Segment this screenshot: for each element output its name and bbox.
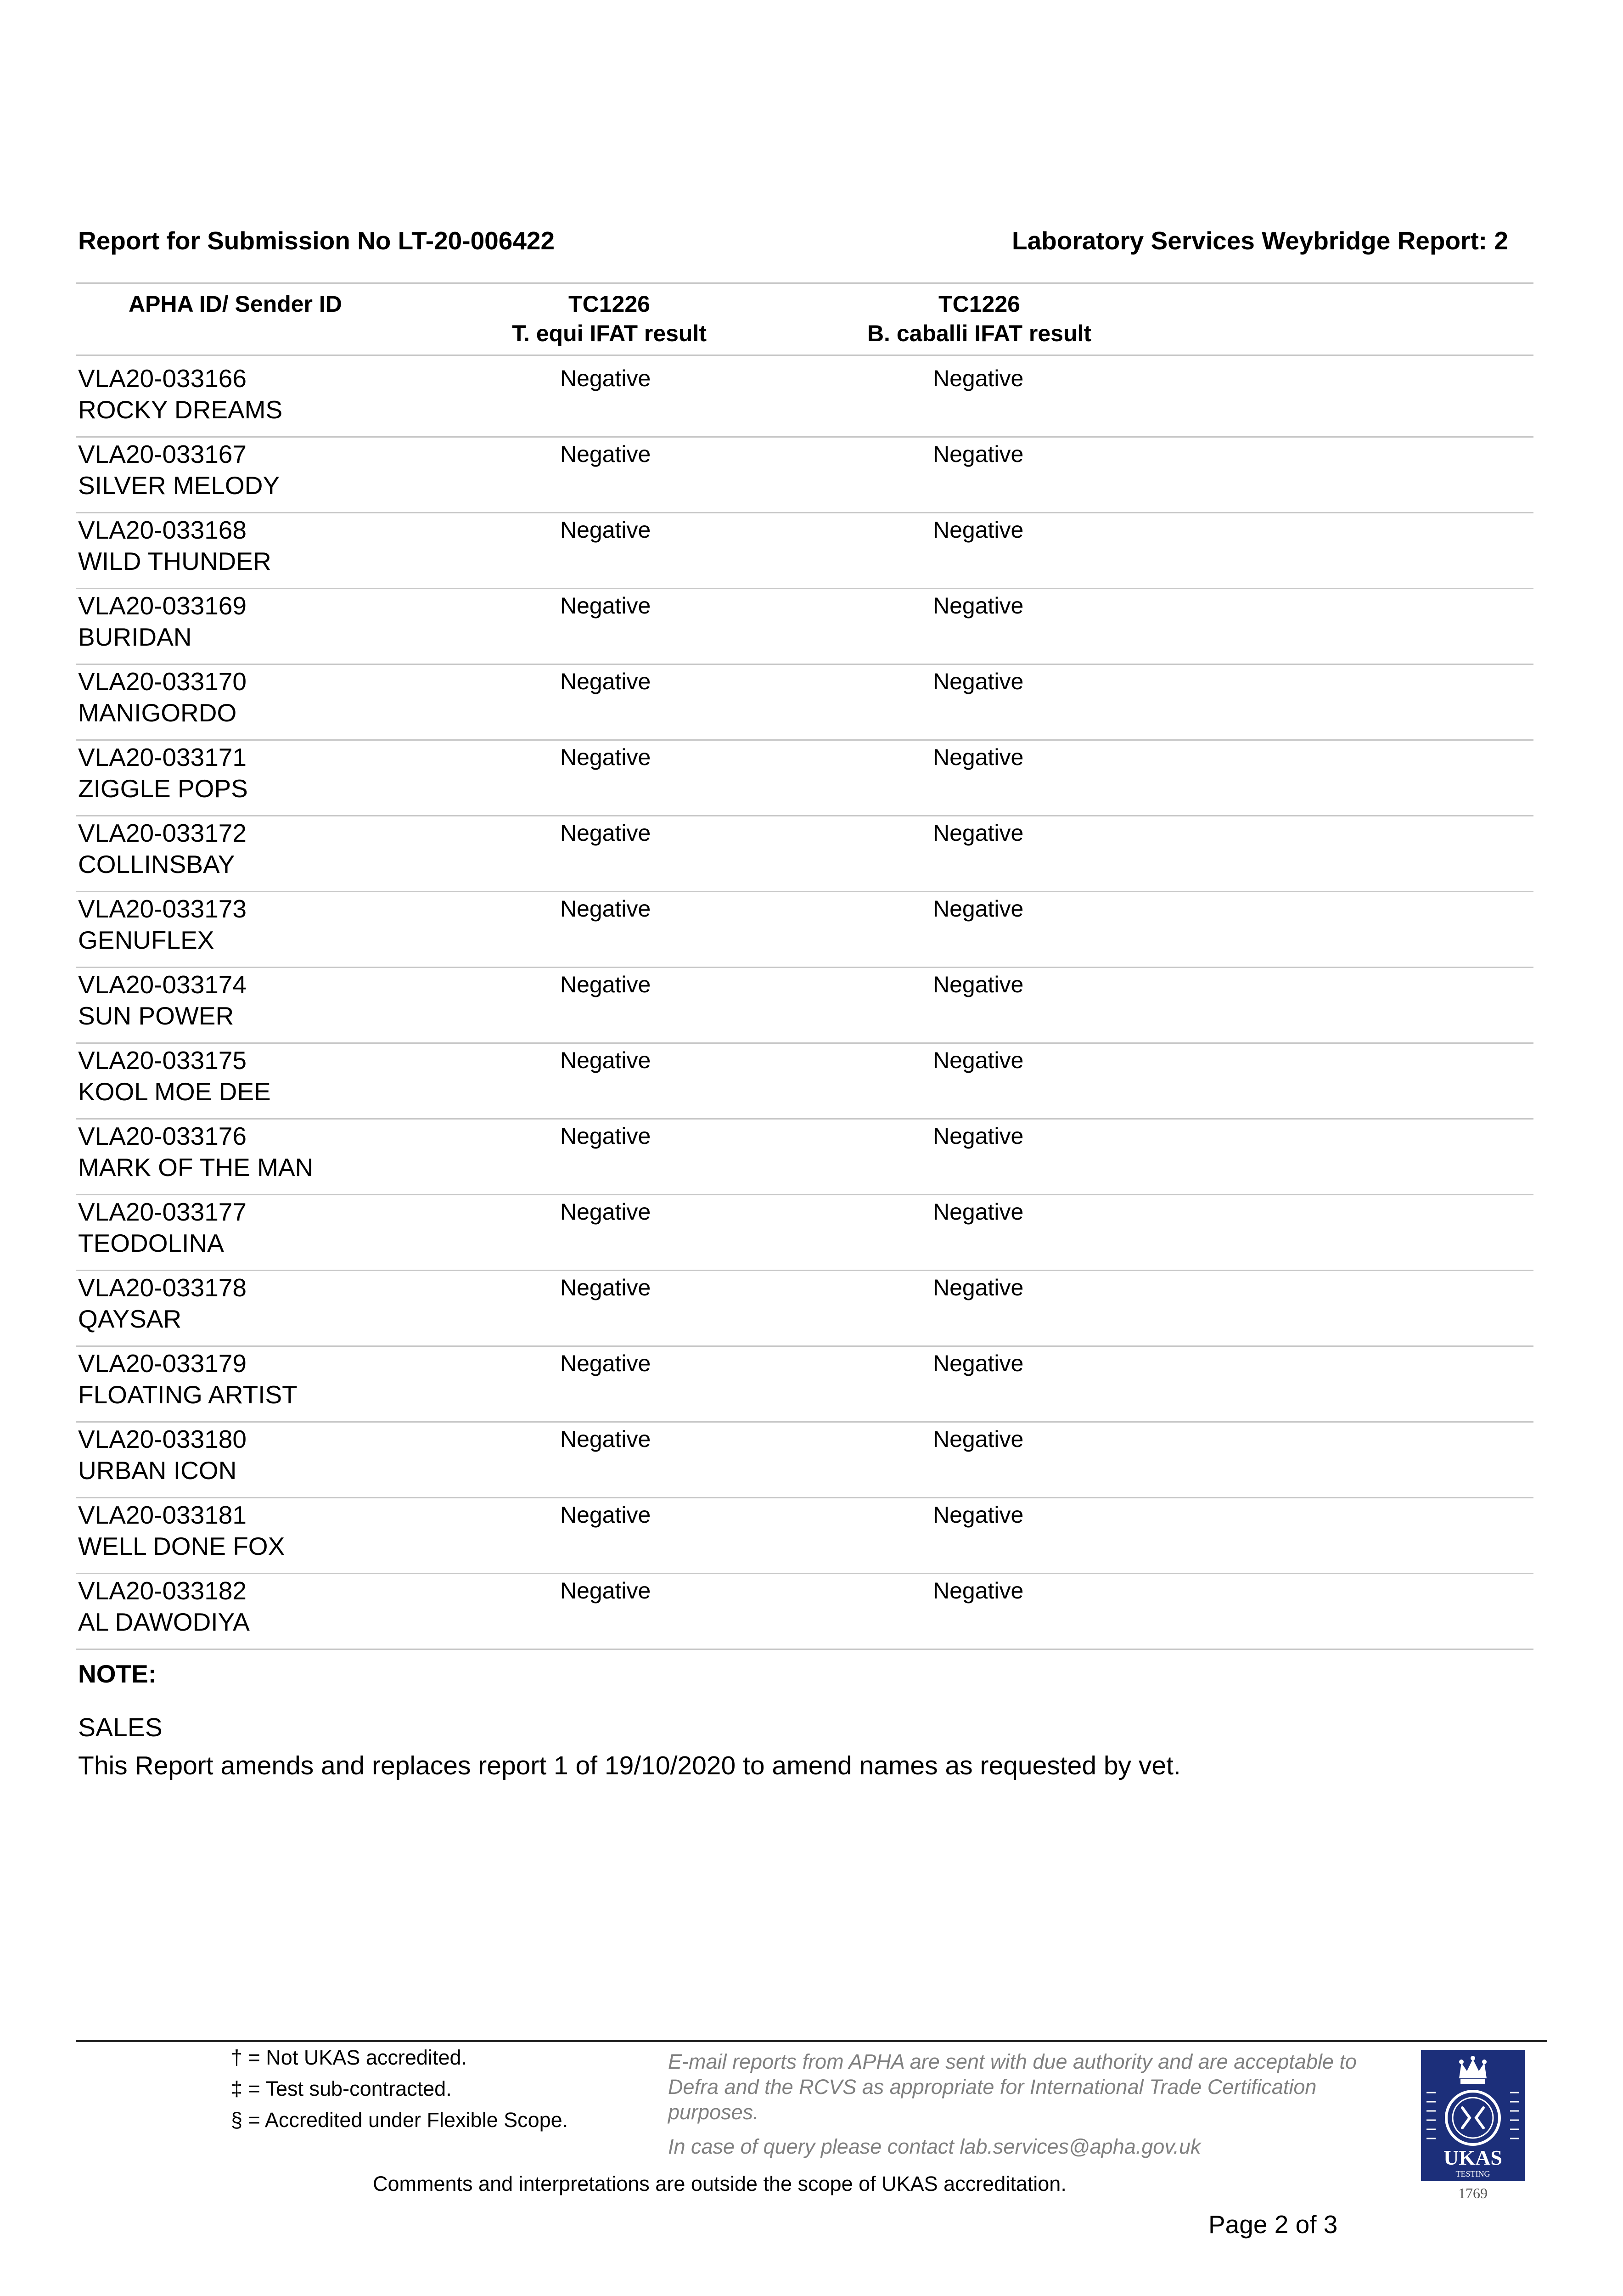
row-divider (76, 1573, 1533, 1574)
t-equi-result: Negative (560, 1426, 651, 1452)
table-row (0, 1499, 1623, 1575)
b-caballi-result: Negative (933, 1351, 1024, 1376)
sender-id: AL DAWODIYA (78, 1608, 250, 1636)
table-row (0, 590, 1623, 666)
b-caballi-result: Negative (933, 1502, 1024, 1528)
sample-id-cell (78, 1120, 313, 1183)
sender-id: SUN POWER (78, 1002, 234, 1030)
sample-id: VLA20-033167 (78, 440, 247, 468)
column-header-b-caballi (842, 289, 1117, 348)
t-equi-result: Negative (560, 1502, 651, 1528)
sender-id: URBAN ICON (78, 1456, 237, 1485)
row-divider (76, 512, 1533, 513)
row-divider (76, 1194, 1533, 1195)
sender-id: MANIGORDO (78, 698, 237, 727)
column-header-t-equi-code: TC1226 (568, 291, 650, 317)
sample-id-cell (78, 1499, 285, 1562)
table-row (0, 817, 1623, 893)
column-header-id-label: APHA ID/ Sender ID (129, 291, 342, 317)
email-disclaimer: E-mail reports from APHA are sent with due authority and are acceptable to Defra and the RCVS as appropriate for International Trade Certification purposes. (668, 2050, 1357, 2124)
sender-id: ZIGGLE POPS (78, 774, 248, 803)
sender-id: ROCKY DREAMS (78, 395, 283, 424)
t-equi-result: Negative (560, 1123, 651, 1149)
column-header-b-caballi-code: TC1226 (938, 291, 1020, 317)
query-contact: In case of query please contact lab.services@apha.gov.uk (668, 2135, 1201, 2158)
sample-id-cell (78, 1196, 247, 1259)
sample-id-cell (78, 514, 271, 577)
t-equi-result: Negative (560, 366, 651, 391)
sample-id-cell (78, 1348, 298, 1410)
ukas-text: UKAS (1443, 2146, 1502, 2169)
b-caballi-result: Negative (933, 517, 1024, 543)
row-divider (76, 588, 1533, 589)
table-row (0, 1120, 1623, 1196)
t-equi-result: Negative (560, 517, 651, 543)
t-equi-result: Negative (560, 593, 651, 619)
note-sales: SALES (78, 1713, 163, 1742)
sample-id-cell (78, 969, 247, 1031)
ukas-sub: TESTING (1455, 2169, 1490, 2178)
t-equi-result: Negative (560, 972, 651, 997)
sender-id: MARK OF THE MAN (78, 1153, 314, 1182)
legend-flexible-scope: § = Accredited under Flexible Scope. (231, 2108, 568, 2132)
row-divider (76, 967, 1533, 968)
row-divider (76, 1118, 1533, 1120)
row-divider (76, 1270, 1533, 1271)
sample-id: VLA20-033170 (78, 667, 247, 696)
report-header (78, 226, 1508, 258)
t-equi-result: Negative (560, 1199, 651, 1225)
row-divider (76, 1042, 1533, 1044)
table-row (0, 1272, 1623, 1348)
table-row (0, 969, 1623, 1045)
sample-id: VLA20-033181 (78, 1501, 247, 1529)
b-caballi-result: Negative (933, 669, 1024, 694)
sender-id: TEODOLINA (78, 1229, 224, 1257)
row-divider (76, 1421, 1533, 1423)
b-caballi-result: Negative (933, 1275, 1024, 1300)
sample-id-cell (78, 817, 247, 880)
row-divider (76, 1649, 1533, 1650)
table-row (0, 1045, 1623, 1120)
column-header-b-caballi-label: B. caballi IFAT result (867, 321, 1092, 346)
sample-id: VLA20-033179 (78, 1349, 247, 1378)
t-equi-result: Negative (560, 896, 651, 922)
sample-id: VLA20-033182 (78, 1576, 247, 1605)
row-divider (76, 1497, 1533, 1498)
table-row (0, 666, 1623, 742)
b-caballi-result: Negative (933, 1123, 1024, 1149)
row-divider (76, 815, 1533, 816)
sample-id: VLA20-033178 (78, 1273, 247, 1302)
sender-id: KOOL MOE DEE (78, 1077, 271, 1106)
sender-id: QAYSAR (78, 1305, 182, 1333)
sample-id-cell (78, 590, 247, 653)
t-equi-result: Negative (560, 820, 651, 846)
table-row (0, 1575, 1623, 1651)
table-row (0, 439, 1623, 514)
note-title: NOTE: (78, 1660, 157, 1688)
sample-id-cell (78, 1272, 247, 1334)
b-caballi-result: Negative (933, 366, 1024, 391)
sender-id: WILD THUNDER (78, 547, 271, 575)
sample-id: VLA20-033172 (78, 819, 247, 847)
sample-id: VLA20-033174 (78, 970, 247, 999)
sender-id: WELL DONE FOX (78, 1532, 285, 1560)
b-caballi-result: Negative (933, 820, 1024, 846)
sample-id: VLA20-033168 (78, 516, 247, 544)
column-header-id (129, 289, 342, 319)
t-equi-result: Negative (560, 1047, 651, 1073)
sender-id: COLLINSBAY (78, 850, 235, 878)
sample-id-cell (78, 1575, 250, 1638)
table-row (0, 742, 1623, 817)
legend-not-accredited: † = Not UKAS accredited. (231, 2046, 467, 2069)
t-equi-result: Negative (560, 1578, 651, 1604)
sender-id: FLOATING ARTIST (78, 1380, 298, 1409)
table-row (0, 1348, 1623, 1424)
accreditation-comment: Comments and interpretations are outside the scope of UKAS accreditation. (373, 2172, 1067, 2195)
row-divider (76, 1345, 1533, 1347)
row-divider (76, 891, 1533, 892)
header-divider (76, 282, 1533, 284)
ukas-number: 1769 (1458, 2185, 1488, 2201)
sample-id-cell (78, 666, 247, 728)
t-equi-result: Negative (560, 1275, 651, 1300)
table-row (0, 1424, 1623, 1499)
row-divider (76, 739, 1533, 741)
sample-id: VLA20-033175 (78, 1046, 247, 1075)
submission-title: Report for Submission No LT-20-006422 (78, 226, 555, 255)
sender-id: SILVER MELODY (78, 471, 280, 500)
column-header-divider (76, 355, 1533, 356)
column-header-t-equi (472, 289, 747, 348)
row-divider (76, 436, 1533, 438)
sample-id: VLA20-033173 (78, 895, 247, 923)
ukas-crown-icon (1420, 2049, 1526, 2205)
sample-id: VLA20-033171 (78, 743, 247, 771)
t-equi-result: Negative (560, 744, 651, 770)
t-equi-result: Negative (560, 669, 651, 694)
footer-divider (76, 2040, 1547, 2042)
ukas-logo (1420, 2049, 1526, 2205)
b-caballi-result: Negative (933, 1426, 1024, 1452)
table-row (0, 893, 1623, 969)
b-caballi-result: Negative (933, 972, 1024, 997)
sample-id: VLA20-033177 (78, 1198, 247, 1226)
b-caballi-result: Negative (933, 593, 1024, 619)
sample-id: VLA20-033169 (78, 591, 247, 620)
sample-id-cell (78, 439, 280, 501)
sample-id-cell (78, 1424, 247, 1486)
sender-id: BURIDAN (78, 623, 192, 651)
sample-id: VLA20-033180 (78, 1425, 247, 1453)
sample-id-cell (78, 742, 248, 804)
sample-id-cell (78, 1045, 271, 1107)
t-equi-result: Negative (560, 1351, 651, 1376)
report-number: Laboratory Services Weybridge Report: 2 (1012, 226, 1508, 255)
sender-id: GENUFLEX (78, 926, 214, 954)
table-row (0, 1196, 1623, 1272)
table-row (0, 514, 1623, 590)
column-header-t-equi-label: T. equi IFAT result (511, 321, 707, 346)
b-caballi-result: Negative (933, 896, 1024, 922)
sample-id-cell (78, 363, 282, 425)
page-number: Page 2 of 3 (1208, 2210, 1338, 2239)
t-equi-result: Negative (560, 441, 651, 467)
b-caballi-result: Negative (933, 1199, 1024, 1225)
sample-id-cell (78, 893, 247, 956)
table-row (0, 363, 1623, 439)
b-caballi-result: Negative (933, 744, 1024, 770)
sample-id: VLA20-033176 (78, 1122, 247, 1150)
row-divider (76, 664, 1533, 665)
legend-sub-contracted: ‡ = Test sub-contracted. (231, 2077, 452, 2100)
sample-id: VLA20-033166 (78, 364, 247, 393)
b-caballi-result: Negative (933, 1047, 1024, 1073)
b-caballi-result: Negative (933, 1578, 1024, 1604)
b-caballi-result: Negative (933, 441, 1024, 467)
note-amendment: This Report amends and replaces report 1 of 19/10/2020 to amend names as requested by vet. (78, 1751, 1181, 1780)
